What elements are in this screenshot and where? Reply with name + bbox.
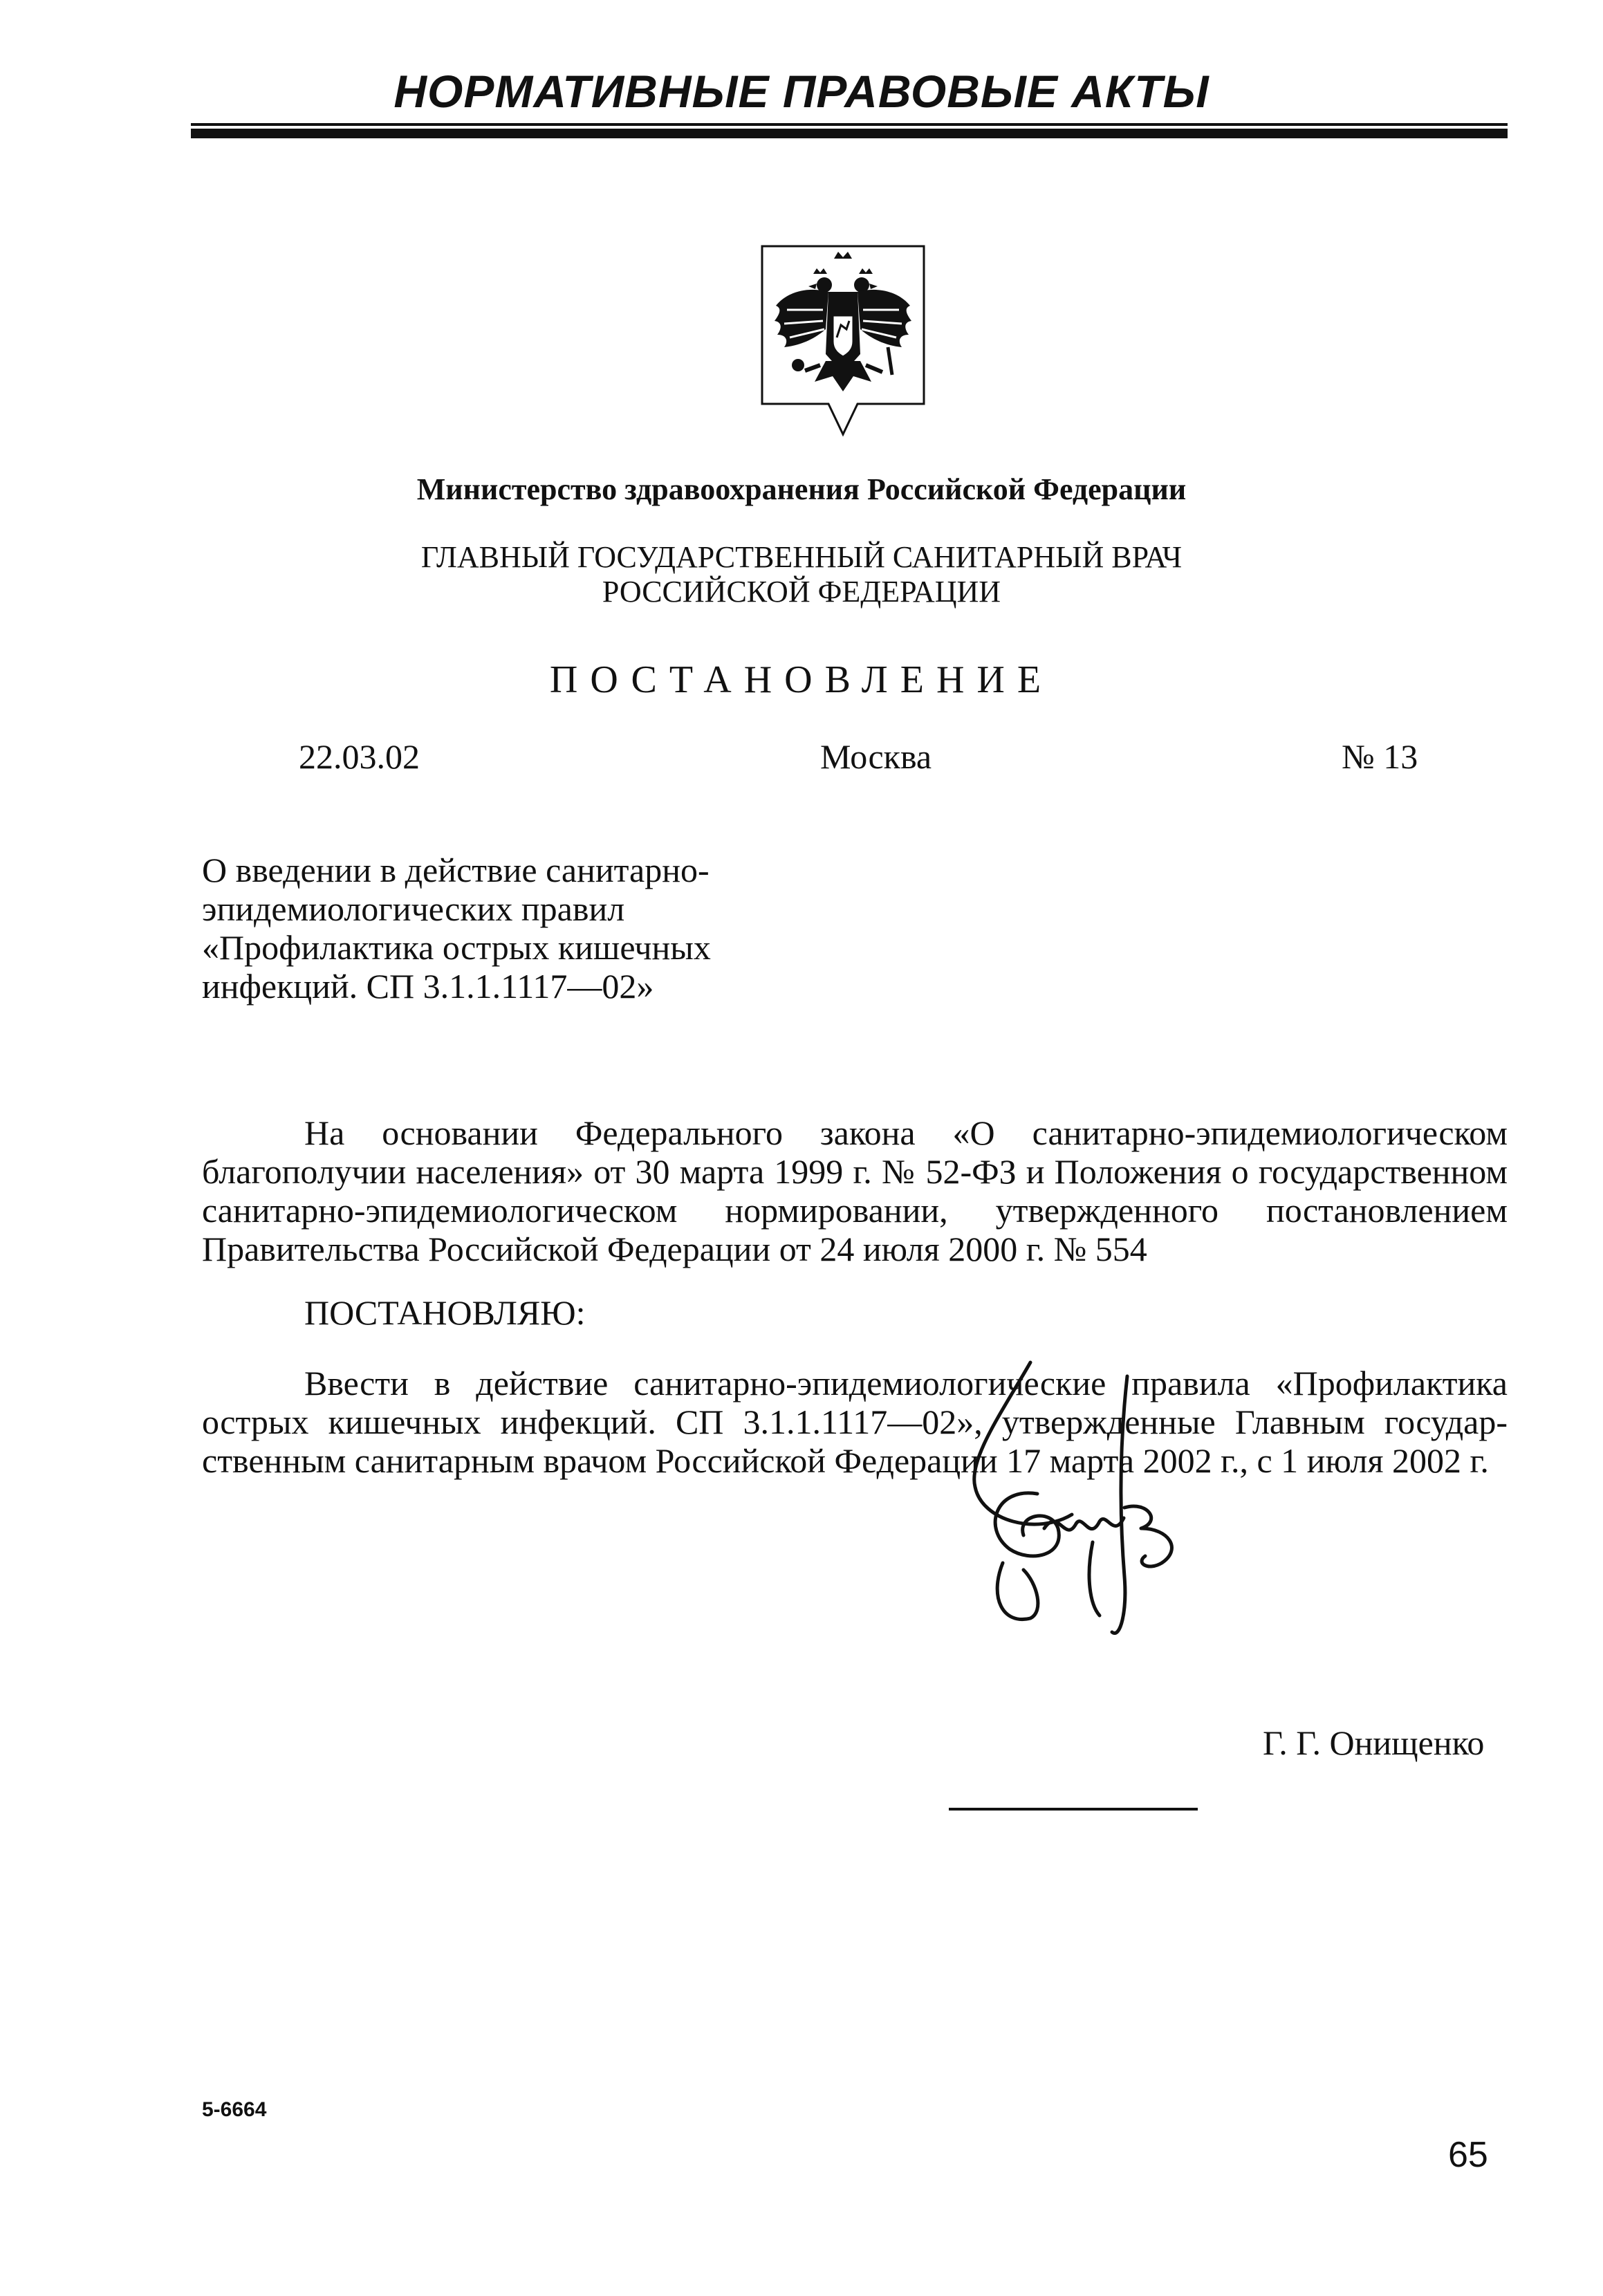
subject-line: эпидемиологических правил (202, 889, 625, 928)
decision-paragraph: Ввести в действие санитарно-эпидемиологические правила «Профилактика острых кишечных инфекций. СП 3.1.1.1117—02», утвержденные Главным государственным санитарным врачом Российской Федерации 17 марта 2002 г., с 1 июля 2002 г. (202, 1364, 1508, 1480)
section-title: НОРМАТИВНЫЕ ПРАВОВЫЕ АКТЫ (393, 66, 1210, 117)
handwritten-signature (954, 1355, 1203, 1646)
subject-line: О введении в действие санитарно- (202, 851, 710, 889)
document-date: 22.03.02 (299, 737, 420, 776)
legal-basis-paragraph: На основании Федерального закона «О санитарно-эпидемиологическом благополучии населения» от 30 марта 1999 г. № 52-ФЗ и Положения о государственном санитарно-эпидемиологическом нормировании, утвержденного постановлением Правительства Российской Федерации от 24 июля 2000 г. № 554 (202, 1113, 1508, 1268)
issuer-title-line-1: ГЛАВНЫЙ ГОСУДАРСТВЕННЫЙ САНИТАРНЫЙ ВРАЧ (420, 540, 1183, 574)
page-number: 65 (1448, 2135, 1488, 2175)
coat-of-arms-icon (759, 243, 927, 438)
signature-underline (949, 1808, 1198, 1811)
subject-line: «Профилактика острых кишечных (202, 928, 711, 967)
header-rule-thick (191, 129, 1508, 138)
decree-word: ПОСТАНОВЛЯЮ: (304, 1293, 586, 1332)
document-type: ПОСТАНОВЛЕНИЕ (549, 658, 1054, 701)
document-city: Москва (820, 737, 932, 776)
header-rule-thin (191, 123, 1508, 126)
subject-line: инфекций. СП 3.1.1.1117—02» (202, 967, 654, 1006)
document-number: № 13 (1342, 737, 1418, 776)
issuer-title-line-2: РОССИЙСКОЙ ФЕДЕРАЦИИ (602, 575, 1001, 609)
document-subject (202, 851, 824, 1006)
print-code: 5-6664 (202, 2098, 267, 2121)
signatory-name: Г. Г. Онищенко (1263, 1723, 1485, 1762)
ministry-name: Министерство здравоохранения Российской Федерации (416, 472, 1187, 506)
